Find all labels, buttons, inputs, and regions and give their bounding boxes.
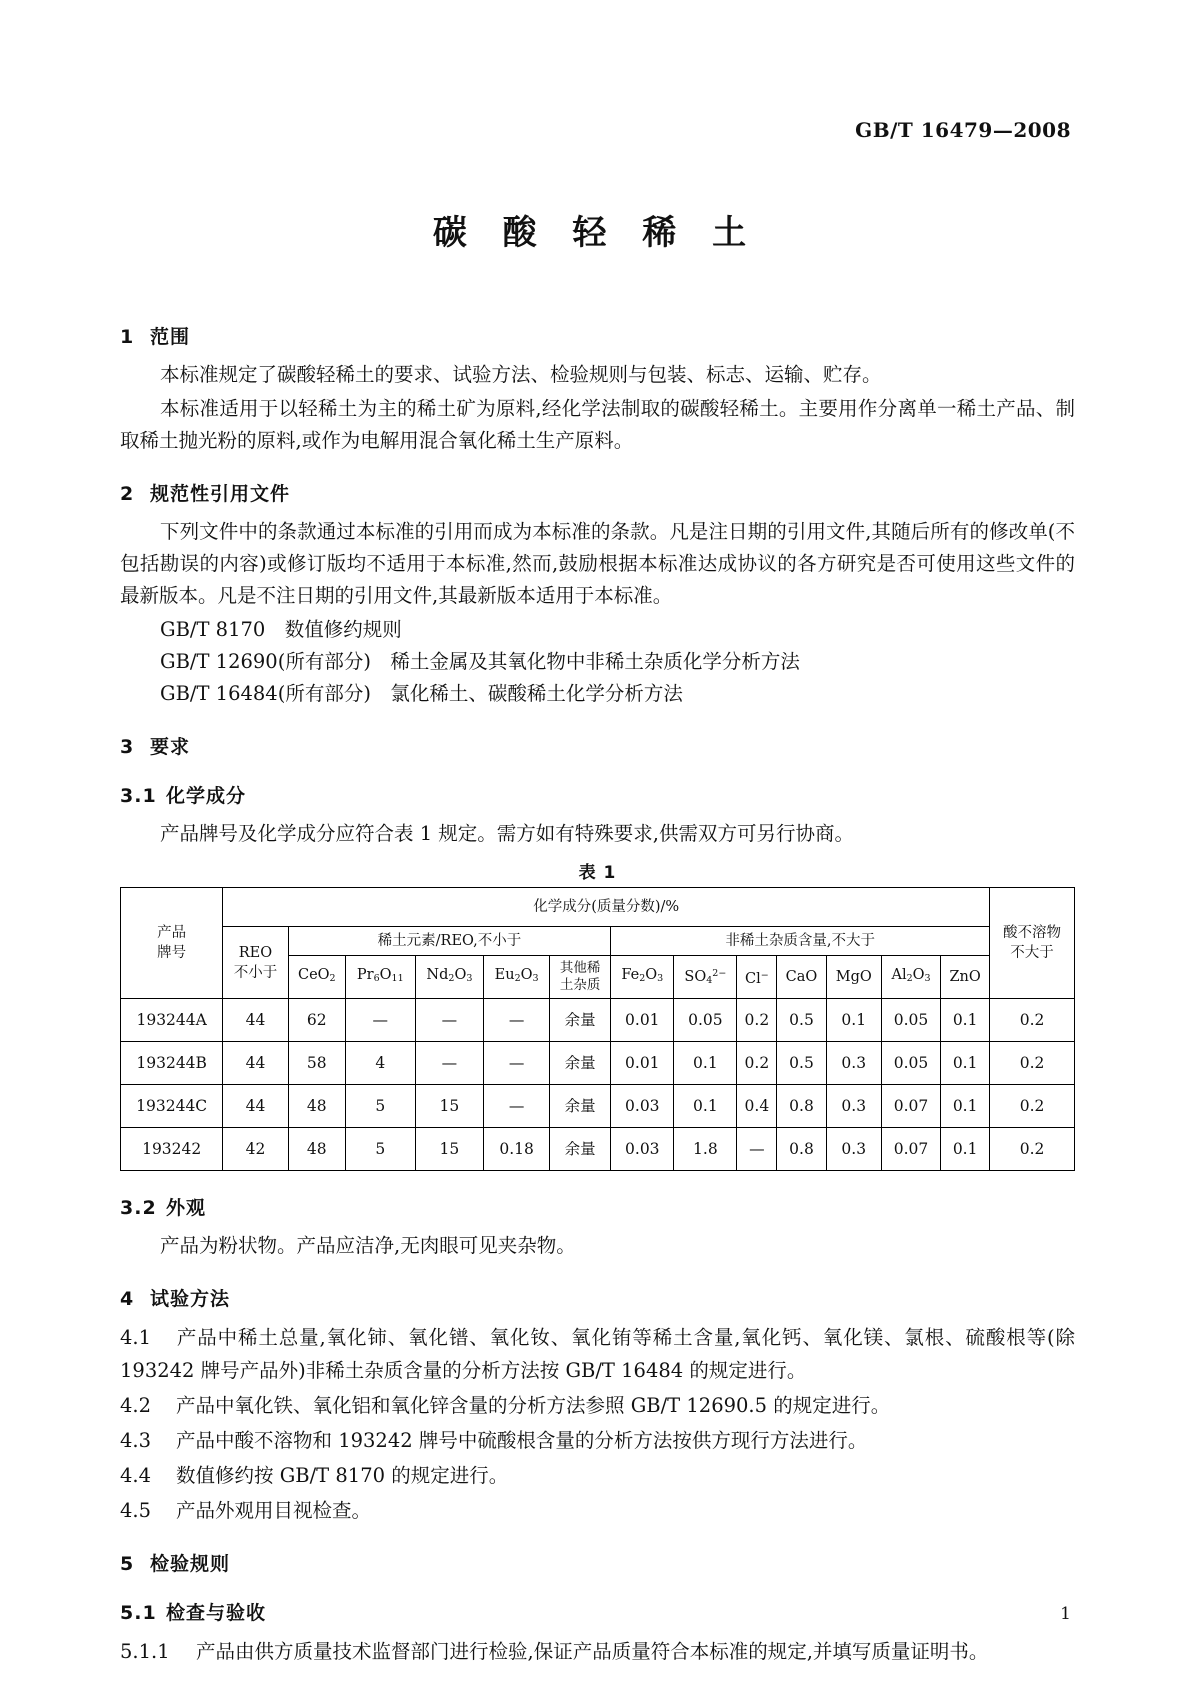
section-number-5: 5 bbox=[120, 1553, 135, 1575]
section-2-paragraph-1: 下列文件中的条款通过本标准的引用而成为本标准的条款。凡是注日期的引用文件,其随后所有的修改单(不包括勘误的内容)或修订版均不适用于本标准,然而,鼓励根据本标准达成协议的各方研究是否可使用这些文件的最新版本。凡是不注日期的引用文件,其最新版本适用于本标准。 bbox=[120, 520, 1075, 607]
cell-ceo2: 48 bbox=[288, 1085, 345, 1128]
section-heading-2 bbox=[120, 479, 1075, 506]
clause-number-4-5: 4.5 bbox=[120, 1499, 152, 1522]
section-number-1: 1 bbox=[120, 326, 135, 348]
cell-grade: 193244C bbox=[121, 1085, 223, 1128]
cell-fe2o3: 0.01 bbox=[611, 999, 674, 1042]
header-reo-line1: REO bbox=[238, 944, 273, 961]
table-1-caption: 表 1 bbox=[578, 863, 617, 883]
cell-reo: 42 bbox=[223, 1128, 288, 1171]
normative-reference-2: GB/T 12690(所有部分) 稀土金属及其氧化物中非稀土杂质化学分析方法 bbox=[160, 650, 800, 673]
cell-nd2o3: 15 bbox=[415, 1085, 484, 1128]
section-title-4: 试验方法 bbox=[150, 1288, 231, 1310]
section-title-5: 检验规则 bbox=[150, 1553, 231, 1575]
section-number-3-1: 3.1 bbox=[120, 785, 157, 807]
section-number-3-2: 3.2 bbox=[120, 1197, 157, 1219]
section-title-2: 规范性引用文件 bbox=[150, 483, 291, 505]
cell-other-re: 余量 bbox=[550, 999, 611, 1042]
clause-number-4-1: 4.1 bbox=[120, 1326, 152, 1349]
cell-fe2o3: 0.03 bbox=[611, 1128, 674, 1171]
section-title-3: 要求 bbox=[150, 736, 191, 758]
normative-reference-1: GB/T 8170 数值修约规则 bbox=[160, 618, 402, 641]
cell-reo: 44 bbox=[223, 1042, 288, 1085]
cell-pr6o11: 5 bbox=[345, 1085, 415, 1128]
cell-cl: 0.4 bbox=[737, 1085, 777, 1128]
header-product-grade-line1: 产品 bbox=[157, 925, 187, 941]
clause-text-4-3: 产品中酸不溶物和 193242 牌号中硫酸根含量的分析方法按供方现行方法进行。 bbox=[176, 1429, 868, 1452]
section-title-3-2: 外观 bbox=[166, 1197, 207, 1219]
clause-number-4-2: 4.2 bbox=[120, 1394, 152, 1417]
cell-reo: 44 bbox=[223, 1085, 288, 1128]
cell-ceo2: 58 bbox=[288, 1042, 345, 1085]
cell-other-re: 余量 bbox=[550, 1085, 611, 1128]
chemical-composition-table bbox=[120, 887, 1075, 1171]
cell-grade: 193244B bbox=[121, 1042, 223, 1085]
header-reo-line2: 不小于 bbox=[233, 964, 278, 981]
clause-number-4-4: 4.4 bbox=[120, 1464, 152, 1487]
cell-zno: 0.1 bbox=[941, 999, 990, 1042]
clause-text-4-2: 产品中氧化铁、氧化铝和氧化锌含量的分析方法参照 GB/T 12690.5 的规定进行。 bbox=[176, 1394, 891, 1417]
cell-cl: 0.2 bbox=[737, 999, 777, 1042]
cell-grade: 193244A bbox=[121, 999, 223, 1042]
cell-eu2o3: — bbox=[484, 1042, 550, 1085]
cell-eu2o3: — bbox=[484, 999, 550, 1042]
header-product-grade bbox=[121, 888, 223, 999]
table-body bbox=[121, 999, 1075, 1171]
table-head bbox=[121, 888, 1075, 999]
section-3-1-paragraph-1: 产品牌号及化学成分应符合表 1 规定。需方如有特殊要求,供需双方可另行协商。 bbox=[160, 822, 855, 845]
page-number: 1 bbox=[1060, 1604, 1071, 1624]
clause-4-3 bbox=[120, 1424, 1075, 1457]
clause-4-5 bbox=[120, 1494, 1075, 1527]
clause-4-1 bbox=[120, 1321, 1075, 1387]
section-number-2: 2 bbox=[120, 483, 135, 505]
section-heading-1 bbox=[120, 322, 1075, 349]
cell-cao: 0.8 bbox=[777, 1085, 826, 1128]
header-other-rare-earth-impurity: 其他稀 土杂质 bbox=[550, 956, 611, 999]
document-body bbox=[120, 300, 1075, 1670]
cell-acid-insoluble: 0.2 bbox=[990, 1042, 1075, 1085]
section-3-2-paragraph-1: 产品为粉状物。产品应洁净,无肉眼可见夹杂物。 bbox=[160, 1234, 576, 1257]
section-1-paragraph-2: 本标准适用于以轻稀土为主的稀土矿为原料,经化学法制取的碳酸轻稀土。主要用作分离单一稀土产品、制取稀土抛光粉的原料,或作为电解用混合氧化稀土生产原料。 bbox=[120, 397, 1075, 452]
section-heading-5 bbox=[120, 1549, 1075, 1576]
cell-mgo: 0.3 bbox=[826, 1128, 881, 1171]
cell-mgo: 0.3 bbox=[826, 1042, 881, 1085]
clause-4-4 bbox=[120, 1459, 1075, 1492]
header-ceo2: CeO$_2$ bbox=[288, 956, 345, 999]
clause-number-5-1-1: 5.1.1 bbox=[120, 1640, 170, 1663]
clause-4-2 bbox=[120, 1389, 1075, 1422]
header-al2o3: $Al_2O_3$ bbox=[881, 956, 940, 999]
header-eu2o3: $Eu_2O_3$ bbox=[484, 956, 550, 999]
section-title-3-1: 化学成分 bbox=[166, 785, 247, 807]
header-acid-insoluble-line2: 不大于 bbox=[1010, 945, 1054, 961]
cell-reo: 44 bbox=[223, 999, 288, 1042]
cell-so4: 1.8 bbox=[674, 1128, 737, 1171]
cell-zno: 0.1 bbox=[941, 1128, 990, 1171]
table-row bbox=[121, 1085, 1075, 1128]
cell-eu2o3: — bbox=[484, 1085, 550, 1128]
cell-mgo: 0.1 bbox=[826, 999, 881, 1042]
cell-pr6o11: — bbox=[345, 999, 415, 1042]
header-cl: Cl− bbox=[737, 956, 777, 999]
table-row bbox=[121, 999, 1075, 1042]
cell-acid-insoluble: 0.2 bbox=[990, 1085, 1075, 1128]
cell-other-re: 余量 bbox=[550, 1042, 611, 1085]
cell-so4: 0.05 bbox=[674, 999, 737, 1042]
table-header-row-1 bbox=[121, 888, 1075, 927]
header-so4: $SO_4^{2-}$ bbox=[674, 956, 737, 999]
cell-so4: 0.1 bbox=[674, 1085, 737, 1128]
section-heading-3 bbox=[120, 732, 1075, 759]
header-mgo: MgO bbox=[826, 956, 881, 999]
table-row bbox=[121, 1128, 1075, 1171]
header-reo bbox=[223, 927, 288, 999]
header-cao: CaO bbox=[777, 956, 826, 999]
cell-pr6o11: 4 bbox=[345, 1042, 415, 1085]
header-nd2o3: $Nd_2O_3$ bbox=[415, 956, 484, 999]
cell-al2o3: 0.07 bbox=[881, 1085, 940, 1128]
header-acid-insoluble-line1: 酸不溶物 bbox=[1003, 925, 1062, 941]
section-number-4: 4 bbox=[120, 1288, 135, 1310]
section-heading-5-1 bbox=[120, 1598, 1075, 1625]
cell-al2o3: 0.05 bbox=[881, 1042, 940, 1085]
header-pr6o11: $Pr_6O_{11}$ bbox=[345, 956, 415, 999]
cell-cl: — bbox=[737, 1128, 777, 1171]
cell-cao: 0.5 bbox=[777, 1042, 826, 1085]
clause-5-1-1 bbox=[120, 1635, 1075, 1668]
table-row bbox=[121, 1042, 1075, 1085]
header-acid-insoluble bbox=[990, 888, 1075, 999]
cell-al2o3: 0.07 bbox=[881, 1128, 940, 1171]
cell-acid-insoluble: 0.2 bbox=[990, 1128, 1075, 1171]
cell-grade: 193242 bbox=[121, 1128, 223, 1171]
cell-acid-insoluble: 0.2 bbox=[990, 999, 1075, 1042]
cell-nd2o3: — bbox=[415, 1042, 484, 1085]
clause-text-4-4: 数值修约按 GB/T 8170 的规定进行。 bbox=[176, 1464, 509, 1487]
clause-number-4-3: 4.3 bbox=[120, 1429, 152, 1452]
page-title: 碳 酸 轻 稀 土 bbox=[432, 213, 759, 253]
header-group-rare-earth: 稀土元素/REO,不小于 bbox=[288, 927, 611, 956]
cell-fe2o3: 0.03 bbox=[611, 1085, 674, 1128]
section-heading-3-2 bbox=[120, 1193, 1075, 1220]
cell-so4: 0.1 bbox=[674, 1042, 737, 1085]
cell-zno: 0.1 bbox=[941, 1085, 990, 1128]
header-chemical-composition: 化学成分(质量分数)/% bbox=[223, 888, 990, 927]
header-product-grade-line2: 牌号 bbox=[157, 945, 187, 961]
header-group-non-rare-earth: 非稀土杂质含量,不大于 bbox=[611, 927, 990, 956]
cell-eu2o3: 0.18 bbox=[484, 1128, 550, 1171]
section-4-clauses bbox=[120, 1321, 1075, 1527]
cell-nd2o3: 15 bbox=[415, 1128, 484, 1171]
section-number-5-1: 5.1 bbox=[120, 1602, 157, 1624]
table-header-row-2 bbox=[121, 927, 1075, 956]
section-heading-4 bbox=[120, 1284, 1075, 1311]
cell-other-re: 余量 bbox=[550, 1128, 611, 1171]
normative-reference-3: GB/T 16484(所有部分) 氯化稀土、碳酸稀土化学分析方法 bbox=[160, 682, 683, 705]
header-fe2o3: $Fe_2O_3$ bbox=[611, 956, 674, 999]
clause-text-5-1-1: 产品由供方质量技术监督部门进行检验,保证产品质量符合本标准的规定,并填写质量证明书。 bbox=[196, 1640, 989, 1663]
clause-text-4-5: 产品外观用目视检查。 bbox=[176, 1499, 372, 1522]
cell-al2o3: 0.05 bbox=[881, 999, 940, 1042]
cell-nd2o3: — bbox=[415, 999, 484, 1042]
cell-mgo: 0.3 bbox=[826, 1085, 881, 1128]
section-number-3: 3 bbox=[120, 736, 135, 758]
cell-cao: 0.8 bbox=[777, 1128, 826, 1171]
header-zno: ZnO bbox=[941, 956, 990, 999]
standard-code-header: GB/T 16479—2008 bbox=[855, 118, 1071, 142]
cell-cl: 0.2 bbox=[737, 1042, 777, 1085]
cell-pr6o11: 5 bbox=[345, 1128, 415, 1171]
cell-cao: 0.5 bbox=[777, 999, 826, 1042]
section-1-paragraph-1: 本标准规定了碳酸轻稀土的要求、试验方法、检验规则与包装、标志、运输、贮存。 bbox=[160, 363, 882, 386]
cell-ceo2: 62 bbox=[288, 999, 345, 1042]
clause-text-4-1: 产品中稀土总量,氧化铈、氧化镨、氧化钕、氧化铕等稀土含量,氧化钙、氧化镁、氯根、硫酸根等(除 193242 牌号产品外)非稀土杂质含量的分析方法按 GB/T 16484 的规定进行。 bbox=[120, 1326, 1075, 1382]
section-title-5-1: 检查与验收 bbox=[166, 1602, 267, 1624]
cell-ceo2: 48 bbox=[288, 1128, 345, 1171]
cell-fe2o3: 0.01 bbox=[611, 1042, 674, 1085]
section-title-1: 范围 bbox=[150, 326, 191, 348]
section-heading-3-1 bbox=[120, 781, 1075, 808]
cell-zno: 0.1 bbox=[941, 1042, 990, 1085]
